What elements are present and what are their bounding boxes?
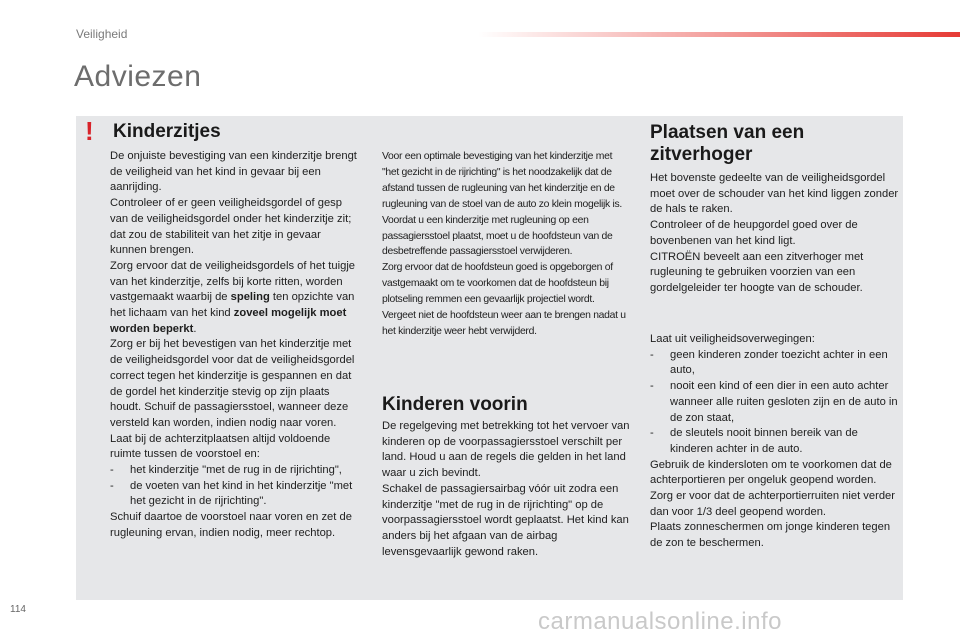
paragraph: Gebruik de kindersloten om te voorkomen dat de achterportieren per ongeluk geopend worden. (650, 458, 892, 487)
kinderen-voorin-text (382, 419, 632, 560)
veiligheid-text (650, 332, 900, 552)
kinderzitjes-column-1 (110, 149, 360, 542)
paragraph: Laat bij de achterzitplaatsen altijd voldoende ruimte tussen de voorstoel en: (110, 432, 331, 461)
paragraph: Zorg er voor dat de achterportierruiten niet verder dan voor 1/3 deel geopend worden. (650, 490, 896, 518)
paragraph: Het bovenste gedeelte van de veiligheidsgordel moet over de schouder van het kind liggen zonder de hals te raken. (650, 172, 899, 216)
paragraph: Voor een optimale bevestiging van het kinderzitje met "het gezicht in de rijrichting" is het noodzakelijk dat de afstand tussen de rugleuning van het kinderzitje en de rugleuning van de stoel van de auto zo klein mogelijk is. (382, 151, 622, 210)
paragraph: CITROËN beveelt aan een zitverhoger met rugleuning te gebruiken voorzien van een gordelgeleider ter hoogte van de schouder. (650, 250, 864, 294)
paragraph: Zorg er bij het bevestigen van het kinderzitje met de veiligheidsgordel voor dat de veiligheidsgordel correct tegen het kinderzitje is gespannen en dat de gordel het kinderzitje stevig op zijn plaats houdt. Schuif de passagiersstoel, wanneer deze versteld kan worden, indien nodig naar voren. (110, 338, 355, 429)
paragraph: Schakel de passagiersairbag vóór uit zodra een kinderzitje "met de rug in de rijrichting" op de voorpassagiersstoel wordt geplaatst. Het kind kan anders bij het afgaan van de airbag levensgevaarlijk gewond raken. (382, 482, 629, 558)
list-item: - nooit een kind of een dier in een auto achter wanneer alle ruiten gesloten zijn en de auto in de zon staat, (650, 380, 898, 424)
paragraph: De onjuiste bevestiging van een kinderzitje brengt de veiligheid van het kind in gevaar bij een aanrijding. (110, 150, 357, 194)
paragraph: Controleer of de heupgordel goed over de bovenbenen van het kind ligt. (650, 219, 858, 247)
paragraph: Vergeet niet de hoofdsteun weer aan te brengen nadat u het kinderzitje weer hebt verwijderd. (382, 310, 626, 337)
paragraph: Laat uit veiligheidsoverwegingen: (650, 333, 815, 345)
paragraph: Schuif daartoe de voorstoel naar voren en zet de rugleuning ervan, indien nodig, meer rechtop. (110, 511, 352, 539)
warning-icon: ! (85, 116, 94, 146)
paragraph: Zorg ervoor dat de veiligheidsgordels of het tuigje van het kinderzitje, zelfs bij korte ritten, worden vastgemaakt waarbij de speling ten opzichte van het lichaam van het kind zoveel mogelijk moet worden beperkt. (110, 259, 356, 335)
list-item: - het kinderzitje "met de rug in de rijrichting", (110, 464, 342, 477)
page-number: 114 (10, 604, 26, 615)
list-item: - de voeten van het kind in het kinderzitje "met het gezicht in de rijrichting". (110, 479, 353, 508)
page-title: Adviezen (74, 60, 202, 93)
paragraph: Plaats zonneschermen om jonge kinderen tegen de zon te beschermen. (650, 521, 891, 550)
watermark: carmanualsonline.info (538, 608, 782, 635)
list-item: - de sleutels nooit binnen bereik van de kinderen achter in de auto. (650, 427, 858, 455)
paragraph: Voordat u een kinderzitje met rugleuning op een passagiersstoel plaatst, moet u de hoofdsteun van de desbetreffende passagiersstoel verwijderen. (382, 214, 613, 258)
section-label: Veiligheid (76, 27, 128, 41)
list-item: - geen kinderen zonder toezicht achter in een auto, (650, 348, 888, 377)
zitverhoger-text (650, 171, 900, 297)
paragraph: De regelgeving met betrekking tot het vervoer van kinderen op de voorpassagiersstoel verschilt per land. Houd u aan de regels die gelden in het land waar u zich bevindt. (382, 420, 630, 480)
kinderen-voorin-heading: Kinderen voorin (382, 394, 528, 415)
paragraph: Controleer of er geen veiligheidsgordel of gesp van de veiligheidsgordel onder het kinderzitje zit; dat zou de stabiliteit van het zitje in gevaar kunnen brengen. (110, 197, 352, 257)
kinderzitjes-column-2 (382, 149, 630, 340)
zitverhoger-heading: Plaatsen van een zitverhoger (650, 122, 805, 165)
kinderzitjes-heading: Kinderzitjes (113, 121, 221, 142)
header-accent-bar (478, 32, 960, 37)
paragraph: Zorg ervoor dat de hoofdsteun goed is opgeborgen of vastgemaakt om te voorkomen dat de hoofdsteun bij plotseling remmen een gevaarlijk projectiel wordt. (382, 262, 613, 306)
